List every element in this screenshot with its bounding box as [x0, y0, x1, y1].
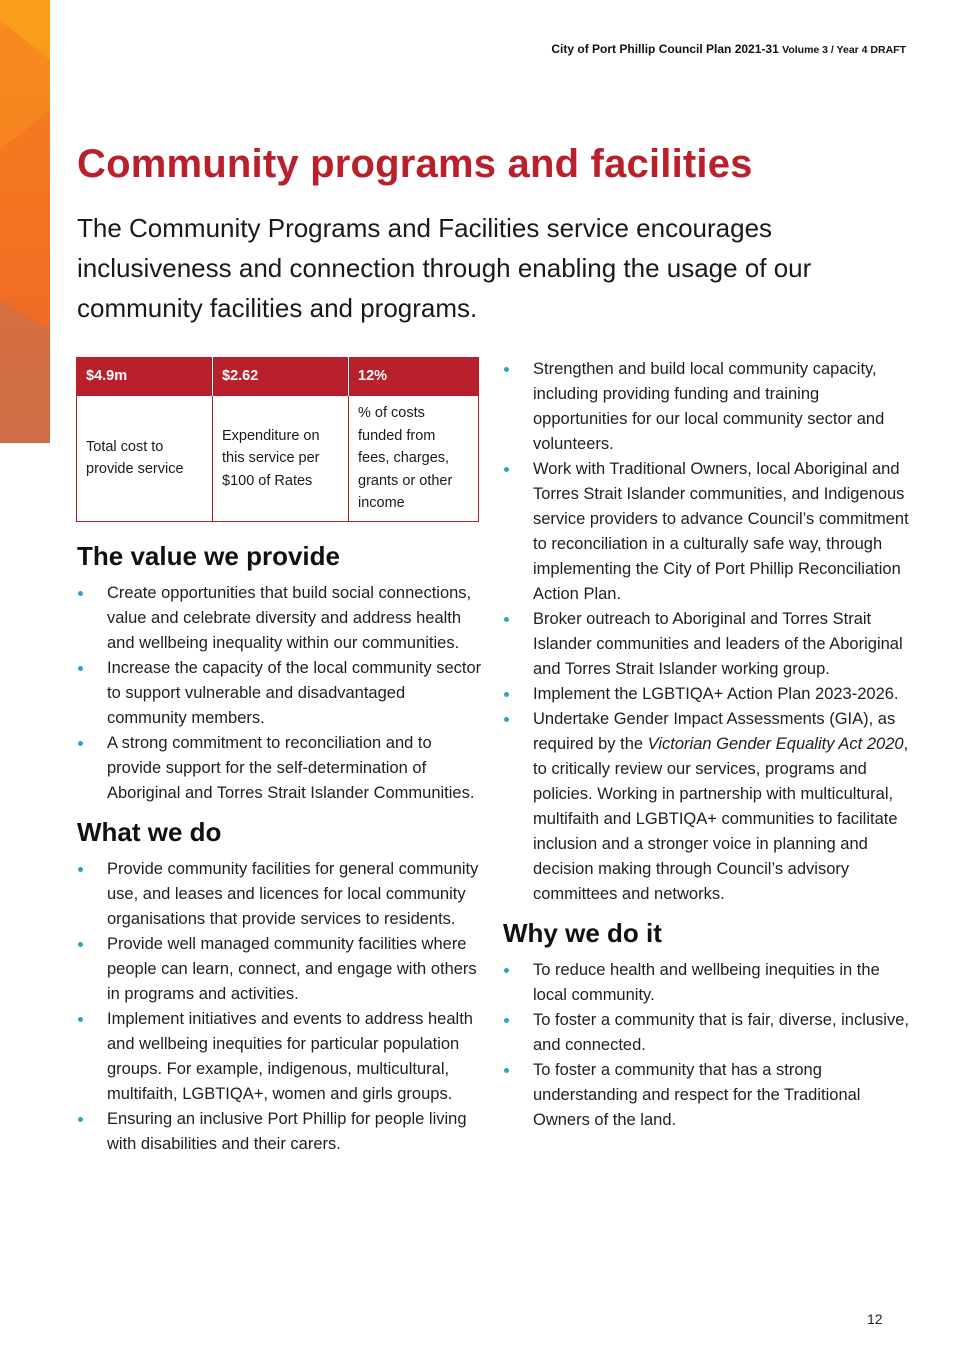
act-name: Victorian Gender Equality Act 2020 — [647, 735, 904, 753]
list-item-text: Increase the capacity of the local community sector to support vulnerable and disadvantaged community members. — [107, 659, 482, 727]
list-item — [77, 731, 482, 806]
page-title: Community programs and facilities — [77, 142, 753, 186]
stats-label-row — [77, 396, 479, 522]
bullet-icon — [78, 591, 83, 596]
bullet-icon — [78, 1117, 83, 1122]
stat-label-funded: % of costs funded from fees, charges, grants or other income — [349, 396, 479, 522]
what-list — [77, 857, 482, 1157]
list-item — [77, 1007, 482, 1107]
list-item-text: To reduce health and wellbeing inequities in the local community. — [533, 961, 880, 1004]
list-item-text: Provide community facilities for general community use, and leases and licences for local community organisations that provide services to residents. — [107, 860, 479, 928]
stat-value-expenditure: $2.62 — [213, 357, 349, 396]
list-item-text: Create opportunities that build social connections, value and celebrate diversity and address health and wellbeing inequality within our communities. — [107, 584, 472, 652]
list-item-text: Ensuring an inclusive Port Phillip for people living with disabilities and their carers. — [107, 1110, 467, 1153]
list-item-text: To foster a community that has a strong understanding and respect for the Traditional Owners of the land. — [533, 1061, 861, 1129]
bullet-icon — [504, 968, 509, 973]
value-list — [77, 581, 482, 806]
document-header — [551, 42, 906, 56]
stat-value-funded: 12% — [349, 357, 479, 396]
bullet-icon — [78, 867, 83, 872]
stat-value-total-cost: $4.9m — [77, 357, 213, 396]
list-item — [503, 607, 915, 682]
list-item — [503, 682, 915, 707]
bullet-icon — [504, 692, 509, 697]
list-item-text: A strong commitment to reconciliation and to provide support for the self-determination of Aboriginal and Torres Strait Islander Communities. — [107, 734, 475, 802]
list-item — [77, 581, 482, 656]
list-item — [503, 357, 915, 457]
bullet-icon — [78, 666, 83, 671]
bullet-icon — [504, 717, 509, 722]
list-item — [77, 656, 482, 731]
stat-label-expenditure: Expenditure on this service per $100 of Rates — [213, 396, 349, 522]
gia-text-before: Undertake Gender Impact Assessments (GIA), as required by the — [533, 710, 896, 753]
header-doc-subtitle: Volume 3 / Year 4 DRAFT — [782, 44, 906, 56]
why-list — [503, 958, 915, 1133]
bullet-icon — [78, 1017, 83, 1022]
list-item — [503, 1058, 915, 1133]
bullet-icon — [504, 617, 509, 622]
list-item-text: Implement the LGBTIQA+ Action Plan 2023-2026. — [533, 685, 899, 703]
list-item-text — [533, 710, 908, 903]
right-column — [503, 357, 915, 1143]
what-list-continued — [503, 357, 915, 907]
what-heading: What we do — [77, 817, 222, 847]
list-item — [503, 707, 915, 907]
bullet-icon — [504, 1018, 509, 1023]
list-item-text: Work with Traditional Owners, local Aboriginal and Torres Strait Islander communities, and Indigenous service providers to advance Council’s commitment to reconciliation in a culturally safe way, through implementing the City of Port Phillip Reconciliation Action Plan. — [533, 460, 909, 603]
stats-header-row — [77, 357, 479, 396]
stripe-shapes — [0, 0, 50, 443]
list-item-text: To foster a community that is fair, diverse, inclusive, and connected. — [533, 1011, 909, 1054]
list-item — [503, 958, 915, 1008]
why-heading: Why we do it — [503, 918, 662, 948]
value-heading: The value we provide — [77, 541, 340, 571]
bullet-icon — [78, 741, 83, 746]
stats-table — [76, 357, 479, 522]
decorative-side-stripe — [0, 0, 50, 443]
stat-label-total-cost: Total cost to provide service — [77, 396, 213, 522]
list-item-text: Strengthen and build local community capacity, including providing funding and training opportunities for our local community sector and volunteers. — [533, 360, 885, 453]
left-column — [77, 540, 482, 1167]
header-doc-title: City of Port Phillip Council Plan 2021-31 — [551, 42, 779, 56]
bullet-icon — [504, 367, 509, 372]
list-item — [77, 857, 482, 932]
list-item-text: Broker outreach to Aboriginal and Torres Strait Islander communities and leaders of the Aboriginal and Torres Strait Islander working group. — [533, 610, 903, 678]
list-item — [77, 1107, 482, 1157]
intro-paragraph: The Community Programs and Facilities service encourages inclusiveness and connection through enabling the usage of our community facilities and programs. — [77, 213, 812, 323]
list-item — [503, 457, 915, 607]
bullet-icon — [504, 1068, 509, 1073]
list-item-text: Provide well managed community facilities where people can learn, connect, and engage with others in programs and activities. — [107, 935, 477, 1003]
gia-text-after: , to critically review our services, programs and policies. Working in partnership with multicultural, multifaith and LGBTIQA+ communities to facilitate inclusion and a stronger voice in planning and decision making through Council’s advisory committees and networks. — [533, 735, 909, 903]
bullet-icon — [78, 942, 83, 947]
bullet-icon — [504, 467, 509, 472]
page-number: 12 — [867, 1311, 883, 1327]
list-item — [503, 1008, 915, 1058]
list-item-text: Implement initiatives and events to address health and wellbeing inequities for particular population groups. For example, indigenous, multicultural, multifaith, LGBTIQA+, women and girls groups. — [107, 1010, 473, 1103]
list-item — [77, 932, 482, 1007]
